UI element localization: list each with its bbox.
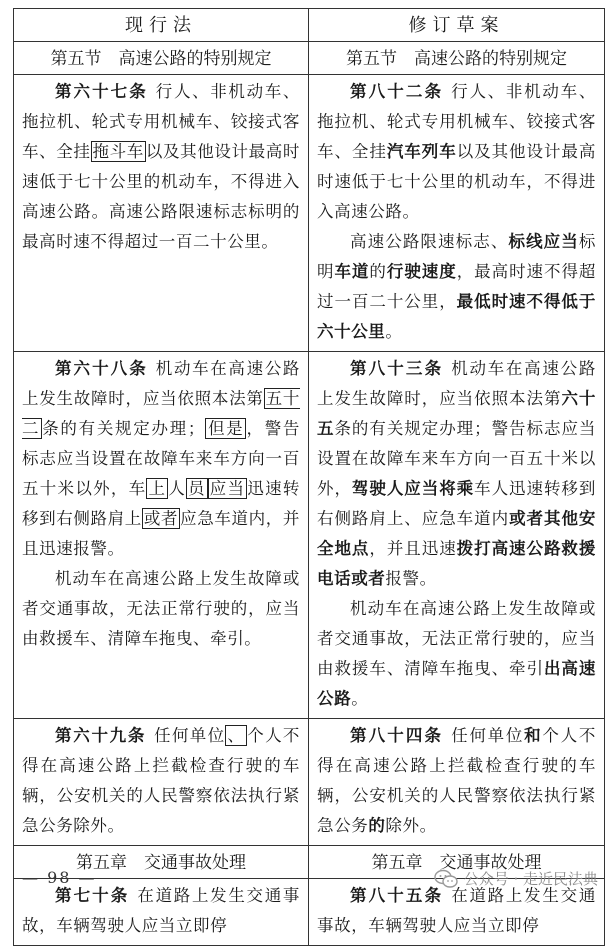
body-text: 机动车在高速公路上发生故障时，应当依照本法第 <box>317 359 596 408</box>
revised-text: 的 <box>368 816 386 835</box>
article-paragraph <box>22 354 300 564</box>
section-title-row <box>14 42 605 75</box>
article-row <box>14 75 605 352</box>
article-number: 第六十七条 <box>55 82 148 101</box>
body-text: 。 <box>385 322 403 341</box>
article-number: 第八十三条 <box>350 359 444 378</box>
article-number: 第七十条 <box>55 886 130 905</box>
body-text: 以及其他设计最高时速低于七十公里的机动车，不得进入高速公路。高速公路限速标志标明的最高时速不得超过一百二十公里。 <box>22 142 300 251</box>
body-text: 机动车在高速公路上发生故障时，应当依照本法第 <box>22 359 300 408</box>
revised-text: 标线应当 <box>508 232 579 251</box>
marked-text: 五十二 <box>22 389 301 438</box>
marked-text: 或者 <box>143 509 179 528</box>
article-row <box>14 719 605 846</box>
body-text: 迅速转移到右侧路肩上 <box>22 479 300 528</box>
current-law-cell <box>14 75 309 352</box>
marked-text: 员 <box>188 479 206 498</box>
revised-text: 汽车列车 <box>386 142 457 161</box>
body-text: 条的有关规定办理；警告标志应当设置在故障车来车方向一百五十米以外， <box>317 419 596 498</box>
body-text: 在道路上发生交通事故，车辆驾驶人应当立即停 <box>22 886 301 935</box>
current-law-cell <box>14 879 309 946</box>
section-title-left: 第五节 高速公路的特别规定 <box>14 42 309 75</box>
draft-cell <box>309 719 605 846</box>
wechat-icon <box>434 869 458 889</box>
article-paragraph <box>22 564 300 654</box>
body-text: 机动车在高速公路上发生故障或者交通事故，无法正常行驶的，应当由救援车、清障车拖曳、牵引。 <box>22 569 300 648</box>
header-draft-amendment: 修订草案 <box>309 9 605 42</box>
marked-text: 但是 <box>206 419 245 438</box>
revised-text: 最低时速不得低于六十公里 <box>317 292 596 341</box>
article-paragraph <box>317 77 596 227</box>
body-text: 高速公路限速标志、 <box>350 232 509 251</box>
article-paragraph <box>317 594 596 714</box>
article-paragraph <box>22 881 300 941</box>
body-text: 的 <box>369 262 387 281</box>
page-number: — 98 — <box>22 868 97 887</box>
revised-text: 六十五 <box>317 389 596 438</box>
body-text: ，警告标志应当设置在故障车来车方向一百五十米以外，车 <box>22 419 300 498</box>
body-text: 。 <box>351 689 369 708</box>
chapter-title-left: 第五章 交通事故处理 <box>14 846 309 879</box>
article-row <box>14 352 605 719</box>
table-header-row <box>14 9 605 42</box>
law-comparison-table <box>13 8 605 946</box>
article-paragraph <box>317 354 596 594</box>
current-law-cell <box>14 352 309 719</box>
article-number: 第六十八条 <box>55 359 148 378</box>
section-title-right: 第五节 高速公路的特别规定 <box>309 42 605 75</box>
body-text: 应急车道内，并且迅速报警。 <box>22 509 301 558</box>
article-number: 第八十二条 <box>350 82 444 101</box>
article-number: 第六十九条 <box>55 726 147 745</box>
body-text: 行人、非机动车、拖拉机、轮式专用机械车、铰接式客车、全挂 <box>317 82 596 161</box>
watermark-text: 公众号 · 走近民法典 <box>463 870 598 888</box>
body-text: 车人迅速转移到右侧路肩上、应急车道内 <box>317 479 596 528</box>
marked-text: 、 <box>227 726 246 745</box>
revised-text: 行驶速度 <box>386 262 457 281</box>
article-paragraph <box>317 721 596 841</box>
body-text: 个人不得在高速公路上拦截检查行驶的车辆，公安机关的人民警察依法执行紧急公务除外。 <box>22 726 300 835</box>
body-text: 报警。 <box>385 569 437 588</box>
header-current-law: 现行法 <box>14 9 309 42</box>
body-text: 人 <box>168 479 186 498</box>
body-text: 机动车在高速公路上发生故障或者交通事故，无法正常行驶的，应当由救援车、清障车拖曳、牵引 <box>317 599 596 678</box>
chapter-title-right: 第五章 交通事故处理 <box>309 846 605 879</box>
revised-text: 或者其他安全地点 <box>317 509 596 558</box>
draft-cell <box>309 352 605 719</box>
body-text: ，并且迅速 <box>369 539 457 558</box>
marked-text: 上 <box>148 479 167 498</box>
body-text: 个人不得在高速公路上拦截检查行驶的车辆，公安机关的人民警察依法执行紧急公务 <box>317 726 597 835</box>
article-number: 第八十四条 <box>350 726 444 745</box>
revised-text: 拨打高速公路救援电话或者 <box>317 539 596 588</box>
revised-text: 驾驶人应当将乘 <box>351 479 475 498</box>
revised-text: 车道 <box>334 262 370 281</box>
body-text: 条的有关规定办理； <box>42 419 205 438</box>
draft-cell <box>309 75 605 352</box>
body-text: 行人、非机动车、拖拉机、轮式专用机械车、铰接式客车、全挂 <box>22 82 300 161</box>
marked-text: 拖斗车 <box>92 142 144 161</box>
body-text: 任何单位 <box>451 726 525 745</box>
watermark <box>434 868 598 889</box>
revised-text: 和 <box>524 726 543 745</box>
article-paragraph <box>22 77 300 257</box>
article-paragraph <box>317 227 596 347</box>
article-paragraph <box>22 721 300 841</box>
body-text: 在道路上发生交通事故，车辆驾驶人应当立即停 <box>317 886 596 935</box>
marked-text: 应当 <box>209 479 246 498</box>
revised-text: 出高速公路 <box>317 659 596 708</box>
body-text: 任何单位 <box>154 726 226 745</box>
body-text: 以及其他设计最高时速低于七十公里的机动车，不得进入高速公路。 <box>317 142 596 221</box>
article-paragraph <box>317 881 596 941</box>
body-text: 除外。 <box>385 816 437 835</box>
article-number: 第八十五条 <box>350 886 444 905</box>
body-text: 标明 <box>317 232 597 281</box>
body-text: ，最高时速不得超过一百二十公里， <box>317 262 597 311</box>
current-law-cell <box>14 719 309 846</box>
